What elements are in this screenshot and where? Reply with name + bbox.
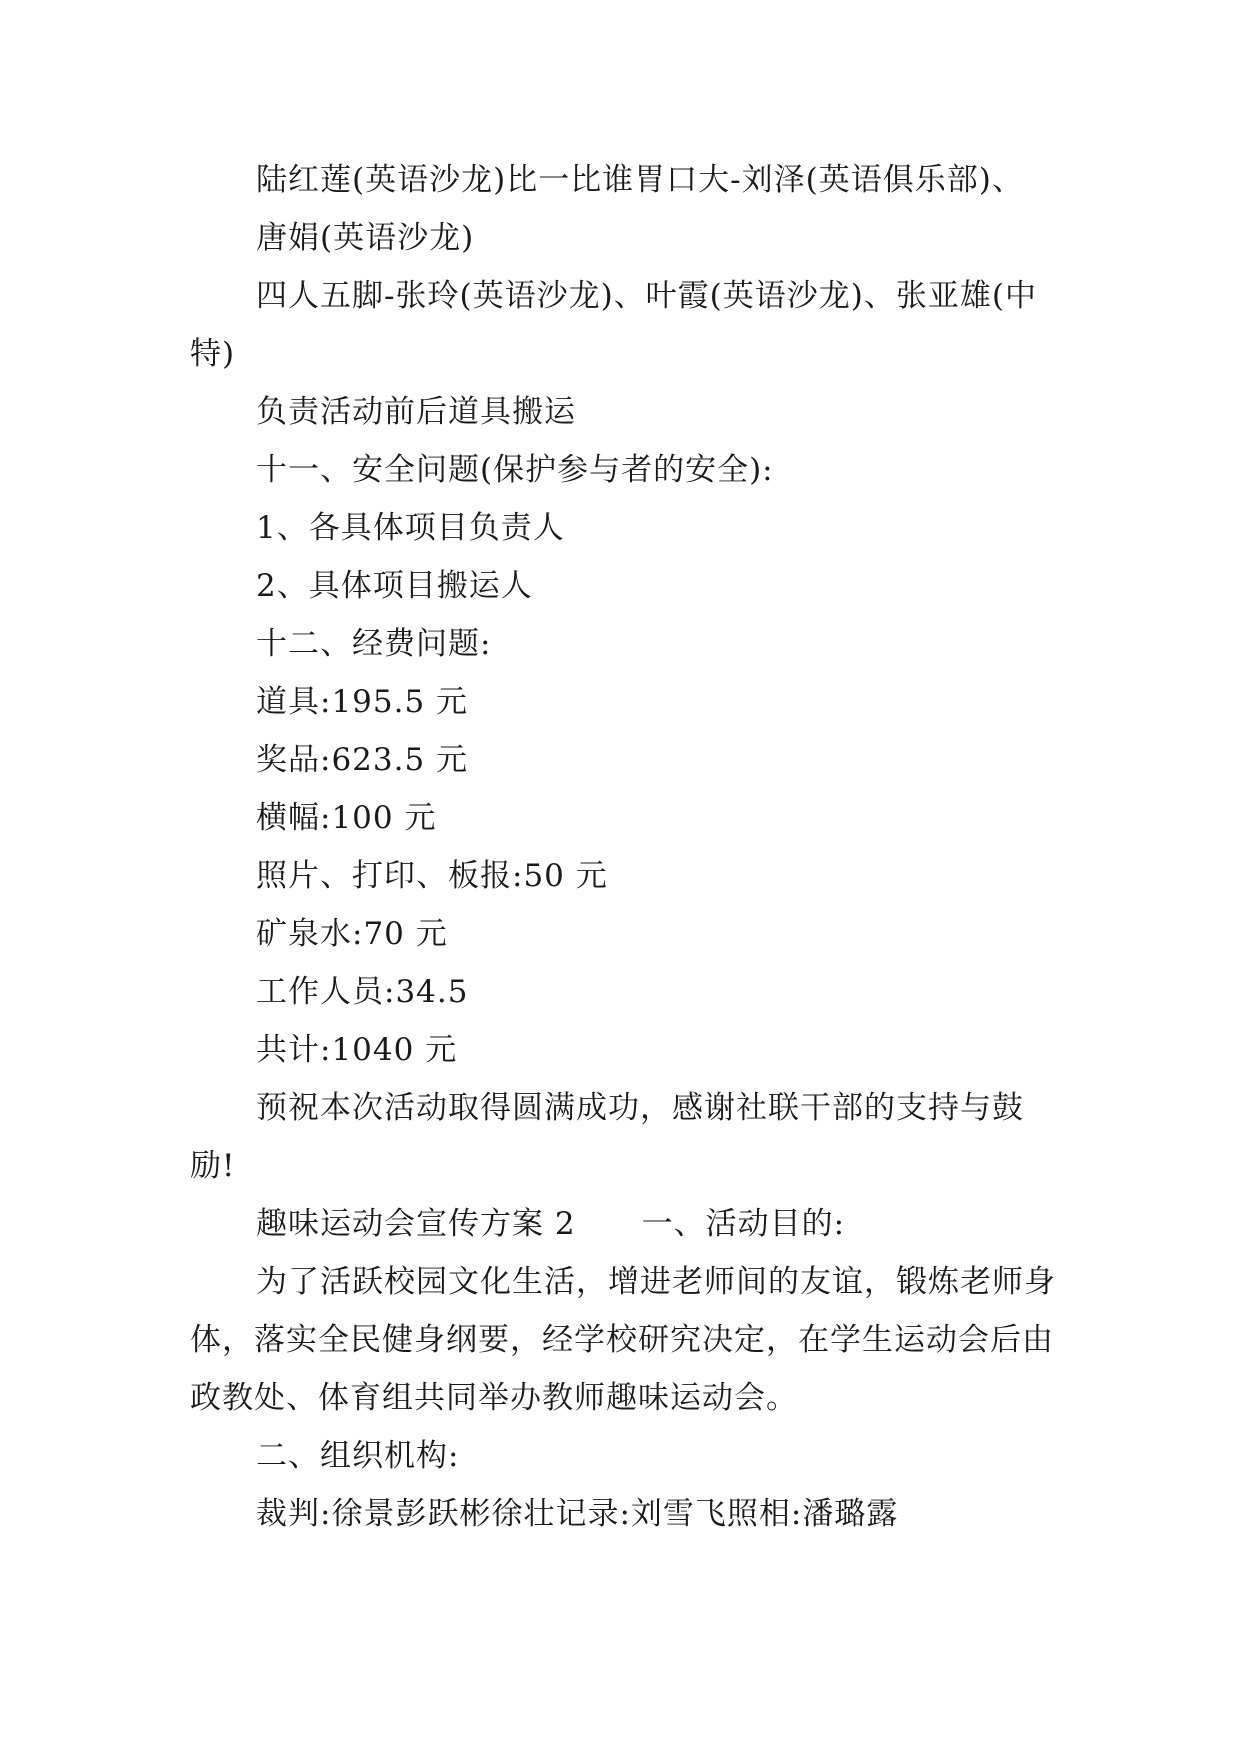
closing-wish: 预祝本次活动取得圆满成功，感谢社联干部的支持与鼓励!: [190, 1090, 1024, 1184]
section-heading-organization: 二、组织机构:: [256, 1438, 460, 1474]
budget-line-banner: 横幅:100 元: [256, 800, 437, 836]
budget-total: 共计:1040 元: [256, 1032, 458, 1068]
paragraph: 负责活动前后道具搬运: [256, 394, 576, 430]
paragraph: 唐娟(英语沙龙): [256, 220, 475, 256]
section-heading-safety: 十一、安全问题(保护参与者的安全):: [256, 452, 774, 488]
section-title-line: [190, 1195, 1060, 1253]
list-item: 1、各具体项目负责人: [256, 510, 565, 546]
section-heading-purpose: 一、活动目的:: [641, 1206, 846, 1242]
budget-line-staff: 工作人员:34.5: [256, 974, 469, 1010]
paragraph: 四人五脚-张玲(英语沙龙)、叶霞(英语沙龙)、张亚雄(中特): [190, 278, 1037, 372]
paragraph: 陆红莲(英语沙龙)比一比谁胃口大-刘泽(英语俱乐部)、: [256, 162, 1024, 198]
list-item: 2、具体项目搬运人: [256, 568, 533, 604]
budget-line-photos: 照片、打印、板报:50 元: [256, 858, 608, 894]
document-title: 趣味运动会宣传方案 2: [256, 1206, 576, 1242]
paragraph-staff-roles: 裁判:徐景彭跃彬徐壮记录:刘雪飞照相:潘璐露: [256, 1496, 899, 1532]
section-heading-budget: 十二、经费问题:: [256, 626, 492, 662]
document-body: [190, 151, 1060, 1543]
budget-line-water: 矿泉水:70 元: [256, 916, 448, 952]
budget-line-props: 道具:195.5 元: [256, 684, 469, 720]
budget-line-prizes: 奖品:623.5 元: [256, 742, 469, 778]
paragraph-purpose: 为了活跃校园文化生活，增进老师间的友谊，锻炼老师身体，落实全民健身纲要，经学校研究决定，在学生运动会后由政教处、体育组共同举办教师趣味运动会。: [190, 1264, 1056, 1416]
